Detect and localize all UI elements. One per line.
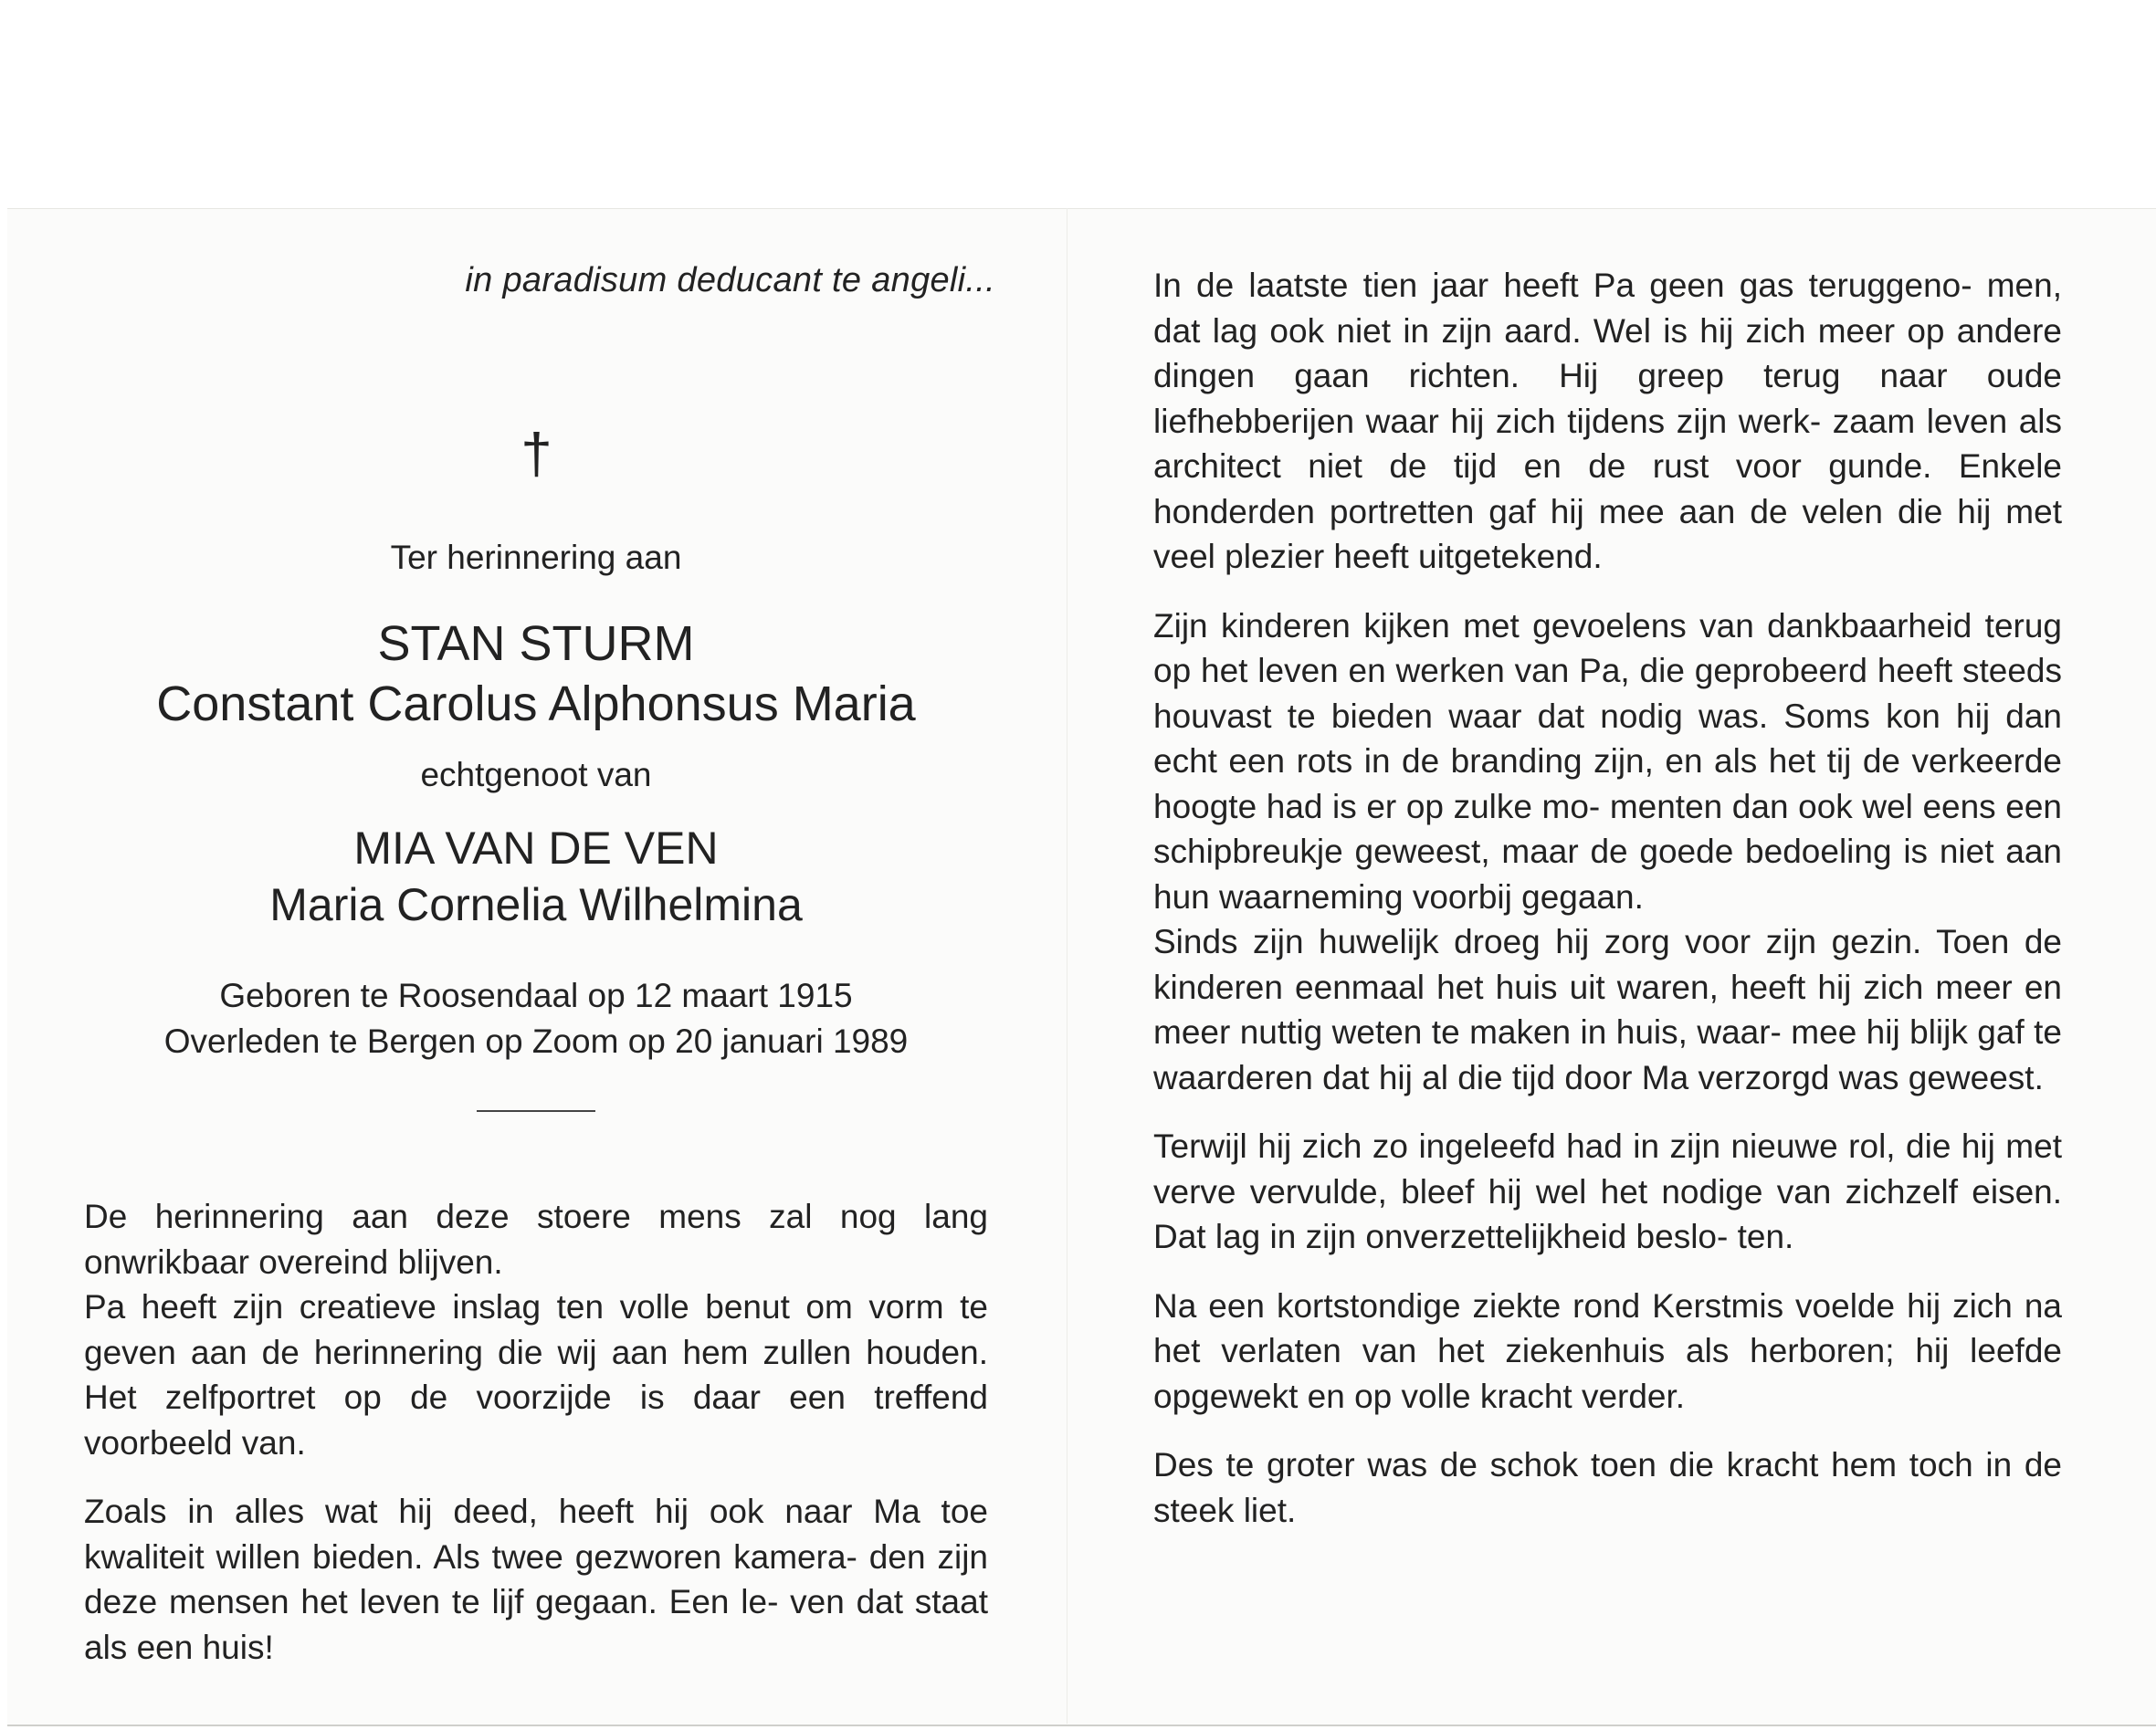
right-body-text xyxy=(1153,263,2062,1557)
spouse-intro: echtgenoot van xyxy=(420,756,652,793)
left-body-text xyxy=(84,1194,988,1693)
birth-line: Geboren te Roosendaal op 12 maart 1915 xyxy=(219,977,853,1014)
spouse-full-name: Maria Cornelia Wilhelmina xyxy=(269,879,803,930)
paragraph: In de laatste tien jaar heeft Pa geen gas teruggeno- men, dat lag ook niet in zijn aard. Wel is hij zich meer op andere dingen gaan richten. Hij greep terug naar oude liefhebberijen waar hij zich tijdens zijn werk- zaam leven als architect niet de tijd en de rust voor gunde. Enkele honderden portretten gaf hij mee aan de velen die hij met veel plezier heeft uitgetekend. xyxy=(1153,267,2062,575)
intro-text: Ter herinnering aan xyxy=(390,539,682,576)
deceased-full-name: Constant Carolus Alphonsus Maria xyxy=(156,676,916,731)
motto: in paradisum deducant te angeli... xyxy=(465,261,995,299)
cross-icon: † xyxy=(521,423,552,486)
paragraph: Terwijl hij zich zo ingeleefd had in zijn nieuwe rol, die hij met verve vervulde, bleef hij wel het nodige van zichzelf eisen. Dat lag in zijn onverzettelijkheid beslo- ten. xyxy=(1153,1127,2062,1255)
divider xyxy=(477,1110,595,1112)
paragraph: Des te groter was de schok toen die kracht hem toch in de steek liet. xyxy=(1153,1446,2062,1529)
paragraph: De herinnering aan deze stoere mens zal nog lang onwrikbaar overeind blijven. xyxy=(84,1198,988,1281)
paragraph: Zoals in alles wat hij deed, heeft hij ook naar Ma toe kwaliteit willen bieden. Als twee gezworen kamera- den zijn deze mensen het leven te lijf gegaan. Een le- ven dat staat als een huis! xyxy=(84,1493,988,1666)
paragraph: Na een kortstondige ziekte rond Kerstmis voelde hij zich na het verlaten van het ziekenhuis als herboren; hij leefde opgewekt en op volle kracht verder. xyxy=(1153,1286,2062,1415)
paragraph: Sinds zijn huwelijk droeg hij zorg voor zijn gezin. Toen de kinderen eenmaal het huis uit waren, heeft hij zich meer en meer nuttig weten te maken in huis, waar- mee hij blijk gaf te waarderen dat hij al die tijd door Ma verzorgd was geweest. xyxy=(1153,923,2062,1096)
memorial-header xyxy=(84,539,988,1112)
death-line: Overleden te Bergen op Zoom op 20 januari 1989 xyxy=(163,1022,909,1060)
paragraph: Zijn kinderen kijken met gevoelens van dankbaarheid terug op het leven en werken van Pa, die geprobeerd heeft steeds houvast te bieden waar dat nodig was. Soms kon hij dan echt een rots in de branding zijn, en als het tij de verkeerde hoogte had is er op zulke mo- menten dan ook wel eens een schipbreukje geweest, maar de goede bedoeling is niet aan hun waarneming voorbij gegaan. xyxy=(1153,606,2062,916)
paragraph: Pa heeft zijn creatieve inslag ten volle benut om vorm te geven aan de herinnering die wij aan hem zullen houden. Het zelfportret op de voorzijde is daar een treffend voorbeeld van. xyxy=(84,1288,988,1462)
spouse-name: MIA VAN DE VEN xyxy=(353,823,719,874)
deceased-name: STAN STURM xyxy=(377,616,695,671)
